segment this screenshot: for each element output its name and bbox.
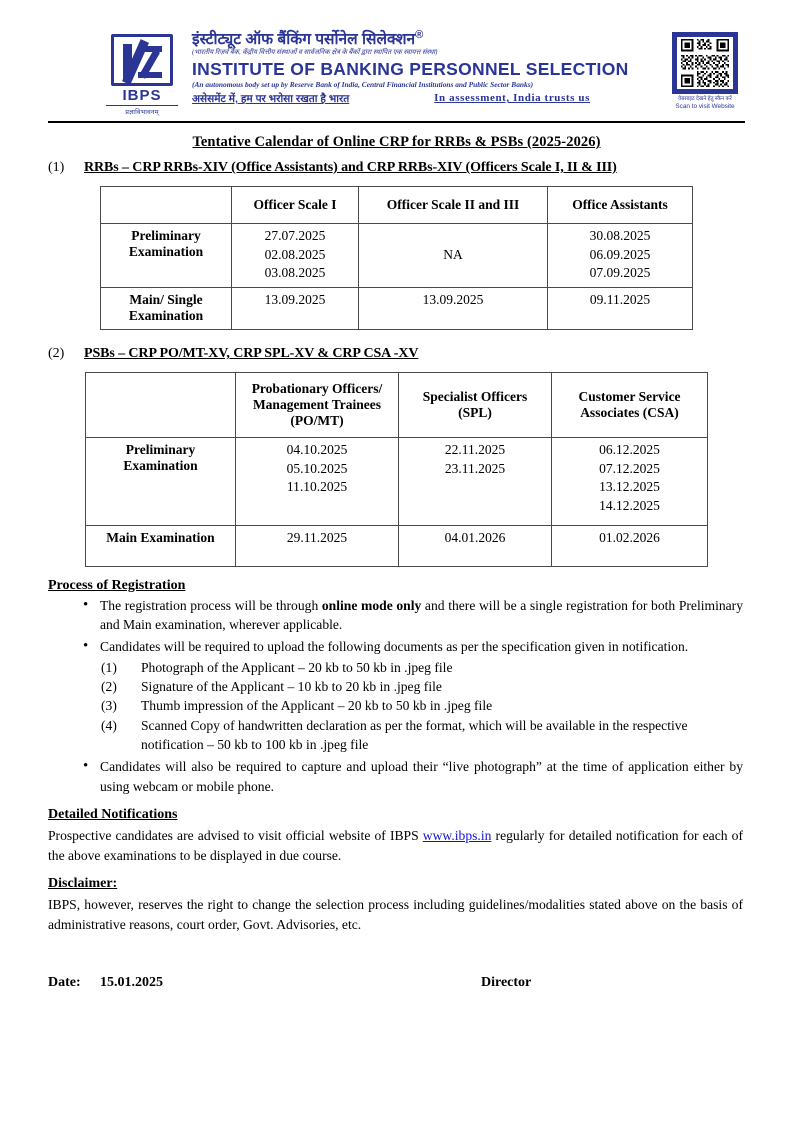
qr-caption-hindi: वेबसाइट देखने हेतु स्कैन करें (678, 96, 732, 102)
section-2-number: (2) (48, 346, 65, 361)
table-header-row (101, 187, 693, 224)
disclaimer-text: IBPS, however, reserves the right to change the selection process including guidelines/modalities stated above on the basis of administrative reasons, court order, Govt. Advisories, etc. (48, 897, 743, 933)
cell-spl-main: 04.01.2026 (399, 526, 552, 567)
cell-pomt-prelim (236, 438, 399, 526)
table-row (86, 438, 708, 526)
col-header-po-mt (236, 373, 399, 438)
section-1-number: (1) (48, 160, 65, 175)
org-subtitle-hindi: (भारतीय रिज़र्व बैंक, केंद्रीय वित्तीय संस्थाओं व सार्वजनिक क्षेत्र के बैंकों द्वारा स्थापित एक स्वायत्त संस्था) (192, 49, 438, 57)
organisation-title-block (178, 28, 651, 106)
rrb-calendar-table-wrap (48, 186, 745, 330)
ibps-logo-mark-icon (111, 34, 173, 86)
qr-code-svg (677, 37, 733, 89)
document-requirement: Scanned Copy of handwritten declaration as per the format, which will be available in the respective notification – 50 kb to 100 kb in .jpeg file (141, 717, 688, 753)
letterhead (48, 0, 745, 116)
tagline-row (192, 92, 590, 106)
table-row (101, 224, 693, 288)
cell-os23-prelim: NA (359, 224, 548, 288)
date-line: 05.10.2025 (286, 460, 348, 476)
bullet-text-part: and there will be a single registration for both Preliminary and Main examination, wherever applicable. (100, 598, 743, 633)
date-line: 02.08.2025 (264, 246, 326, 262)
date-line: 27.07.2025 (264, 228, 326, 243)
date-label: Date: (48, 974, 81, 990)
date-line: 03.08.2025 (264, 265, 326, 281)
header-line: Associates (CSA) (580, 405, 679, 420)
row-label-preliminary (86, 438, 236, 526)
notification-text-before: Prospective candidates are advised to visit official website of IBPS (48, 827, 423, 843)
qr-code-block[interactable] (665, 28, 745, 111)
date-line: 07.09.2025 (589, 265, 651, 281)
process-of-registration-heading: Process of Registration (48, 578, 186, 593)
disclaimer-heading: Disclaimer: (48, 876, 118, 892)
header-line: (SPL) (458, 405, 492, 420)
cell-csa-main: 01.02.2026 (552, 526, 708, 567)
header-line: Probationary Officers/ (251, 381, 383, 396)
qr-code-icon (677, 37, 733, 89)
table-row (86, 526, 708, 567)
bullet-text-strong: online mode only (321, 598, 422, 613)
section-2-heading (48, 346, 745, 362)
psb-calendar-table (85, 372, 708, 567)
cell-os1-prelim (232, 224, 359, 288)
header-divider (48, 121, 745, 123)
date-value: 15.01.2025 (100, 974, 163, 990)
list-item: • Candidates will be required to upload the following documents as per the specification given in notification. (100, 637, 745, 656)
col-header-office-assistants: Office Assistants (548, 187, 693, 224)
documents-list (48, 658, 745, 754)
date-line: 23.11.2025 (444, 460, 506, 476)
page-title: Tentative Calendar of Online CRP for RRBs & PSBs (2025-2026) (192, 134, 601, 150)
date-line: 07.12.2025 (599, 460, 660, 476)
cell-oa-main: 09.11.2025 (548, 288, 693, 330)
list-item (127, 658, 745, 677)
date-line: 06.09.2025 (589, 246, 651, 262)
table-header-row (86, 373, 708, 438)
list-item (127, 696, 745, 715)
org-subtitle-english: (An autonomous body set up by Reserve Bank of India, Central Financial Institutions and Public Sector Banks) (192, 79, 534, 89)
detailed-notifications-text (48, 826, 745, 865)
date-line: 11.10.2025 (286, 479, 348, 495)
logo-motto: प्रज्ञाविभावनम् (106, 105, 178, 116)
logo-acronym: IBPS (122, 87, 162, 104)
process-bullet-list (48, 596, 745, 656)
cell-os1-main: 13.09.2025 (232, 288, 359, 330)
row-label-text: Preliminary Examination (123, 442, 198, 473)
cell-oa-prelim (548, 224, 693, 288)
ibps-logo (106, 28, 178, 116)
col-header-officer-scale-2-3: Officer Scale II and III (359, 187, 548, 224)
list-item (127, 716, 745, 755)
detailed-notifications-heading: Detailed Notifications (48, 806, 178, 822)
col-header-blank (86, 373, 236, 438)
document-requirement: Photograph of the Applicant – 20 kb to 50 kb in .jpeg file (141, 659, 453, 675)
document-requirement: Thumb impression of the Applicant – 20 kb to 50 kb in .jpeg file (141, 698, 493, 714)
registered-mark-icon: ® (415, 29, 424, 41)
ibps-website-link[interactable]: www.ibps.in (422, 827, 492, 843)
psb-calendar-table-wrap (48, 372, 745, 567)
row-label-main: Main Examination (86, 526, 236, 567)
rrb-calendar-table (100, 186, 693, 330)
row-label-preliminary: Preliminary Examination (101, 224, 232, 288)
header-line: Management Trainees (252, 397, 382, 412)
notification-text-after: regularly for detailed notification for each of the above examinations to be displayed in due course. (48, 827, 744, 863)
header-line: Specialist Officers (422, 389, 528, 404)
row-label-main-single: Main/ Single Examination (101, 288, 232, 330)
qr-code-frame (672, 32, 738, 94)
section-1-heading (48, 160, 745, 176)
date-line: 30.08.2025 (589, 228, 651, 243)
cell-pomt-main: 29.11.2025 (236, 526, 399, 567)
document-requirement: Signature of the Applicant – 10 kb to 20 kb in .jpeg file (141, 679, 442, 695)
header-line: (PO/MT) (290, 413, 344, 428)
list-item (127, 677, 745, 696)
tagline-english: In assessment, India trusts us (434, 92, 590, 105)
date-line: 14.12.2025 (599, 497, 660, 513)
process-bullet-list-2 (48, 757, 745, 796)
date-line: 13.12.2025 (599, 479, 660, 495)
cell-csa-prelim (552, 438, 708, 526)
cell-spl-prelim (399, 438, 552, 526)
bullet-text-part: The registration process will be through (100, 598, 322, 613)
tagline-hindi: असेसमेंट में, हम पर भरोसा रखता है भारत (192, 93, 350, 106)
org-name-english: INSTITUTE OF BANKING PERSONNEL SELECTION (192, 59, 629, 80)
org-name-hindi: इंस्टीट्यूट ऑफ बैंकिंग पर्सोनेल सिलेक्शन® (192, 29, 424, 49)
col-header-blank (101, 187, 232, 224)
col-header-csa (552, 373, 708, 438)
qr-caption-english: Scan to visit Website (675, 102, 735, 110)
header-line: Customer Service (578, 389, 681, 404)
col-header-officer-scale-1: Officer Scale I (232, 187, 359, 224)
document-footer (48, 975, 745, 991)
date-line: 22.11.2025 (444, 442, 506, 457)
cell-os23-main: 13.09.2025 (359, 288, 548, 330)
section-2-title: PSBs – CRP PO/MT-XV, CRP SPL-XV & CRP CSA -XV (84, 346, 419, 361)
list-item: • Candidates will also be required to capture and upload their “live photograph” at the time of application either by using webcam or mobile phone. (100, 757, 745, 796)
signatory-label: Director (481, 974, 532, 990)
section-1-title: RRBs – CRP RRBs-XIV (Office Assistants) and CRP RRBs-XIV (Officers Scale I, II & III) (84, 160, 617, 175)
table-row (101, 288, 693, 330)
list-item (100, 596, 745, 635)
date-line: 06.12.2025 (599, 442, 660, 457)
date-line: 04.10.2025 (286, 442, 348, 457)
col-header-spl (399, 373, 552, 438)
